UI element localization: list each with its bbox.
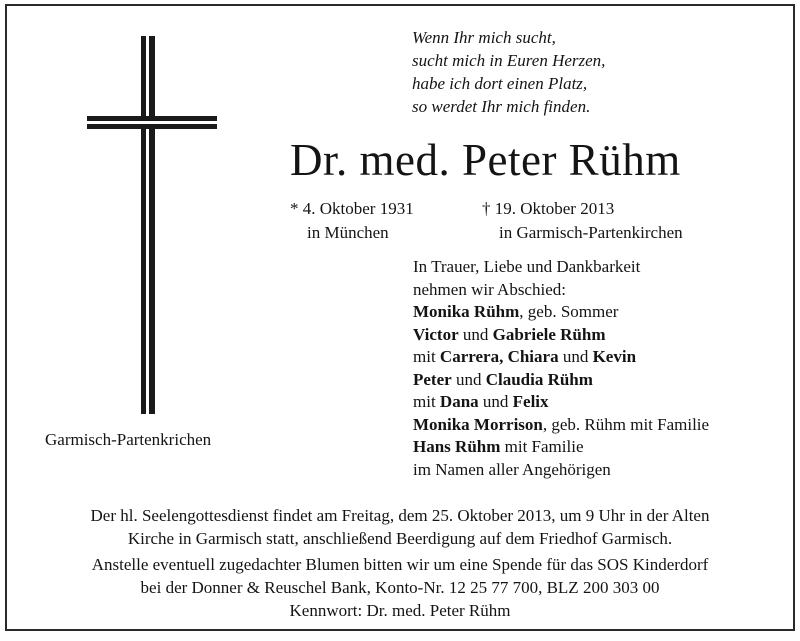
deceased-name: Dr. med. Peter Rühm: [290, 135, 681, 185]
cross-icon: [87, 36, 217, 414]
mourner-line: Monika Rühm, geb. Sommer: [413, 302, 619, 321]
mourners-closing: im Namen aller Angehörigen: [413, 459, 611, 479]
mourner-line: mit Dana und Felix: [413, 392, 549, 411]
birth-place: in München: [307, 223, 389, 242]
mourners-list: [413, 256, 709, 481]
location-label: Garmisch-Partenkrichen: [45, 430, 212, 449]
death-info: [482, 197, 683, 245]
poem-line: sucht mich in Euren Herzen,: [412, 51, 606, 70]
birth-symbol: *: [290, 199, 299, 218]
death-symbol: †: [482, 199, 491, 218]
mourner-line: Monika Morrison, geb. Rühm mit Familie: [413, 414, 710, 434]
service-line: Kirche in Garmisch statt, anschließend Beerdigung auf dem Friedhof Garmisch.: [127, 529, 673, 548]
mourner-line: mit Carrera, Chiara und Kevin: [413, 347, 637, 366]
birth-info: [290, 197, 414, 245]
poem: [412, 26, 605, 118]
obituary-notice: [5, 4, 795, 631]
donation-line: bei der Donner & Reuschel Bank, Konto-Nr. 12 25 77 700, BLZ 200 303 00: [140, 578, 660, 597]
birth-date: 4. Oktober 1931: [302, 199, 414, 218]
donation-line: Anstelle eventuell zugedachter Blumen bitten wir um eine Spende für das SOS Kinderdorf: [91, 555, 709, 574]
service-info: [7, 504, 793, 550]
poem-line: Wenn Ihr mich sucht,: [412, 28, 556, 47]
service-line: Der hl. Seelengottesdienst findet am Freitag, dem 25. Oktober 2013, um 9 Uhr in der Alten: [90, 506, 710, 525]
donation-line: Kennwort: Dr. med. Peter Rühm: [289, 601, 511, 620]
cross-vertical-bar: [141, 36, 155, 414]
death-date: 19. Oktober 2013: [494, 199, 615, 218]
mourner-line: Peter und Claudia Rühm: [413, 369, 593, 389]
mourner-line: Hans Rühm mit Familie: [413, 437, 584, 456]
cross-horizontal-bar: [87, 116, 217, 129]
mourners-intro: In Trauer, Liebe und Dankbarkeit: [413, 257, 641, 276]
poem-line: habe ich dort einen Platz,: [412, 74, 588, 93]
donation-info: [7, 553, 793, 622]
mourners-intro: nehmen wir Abschied:: [413, 279, 566, 299]
death-place: in Garmisch-Partenkirchen: [499, 223, 683, 242]
poem-line: so werdet Ihr mich finden.: [412, 97, 591, 116]
mourner-line: Victor und Gabriele Rühm: [413, 324, 606, 344]
